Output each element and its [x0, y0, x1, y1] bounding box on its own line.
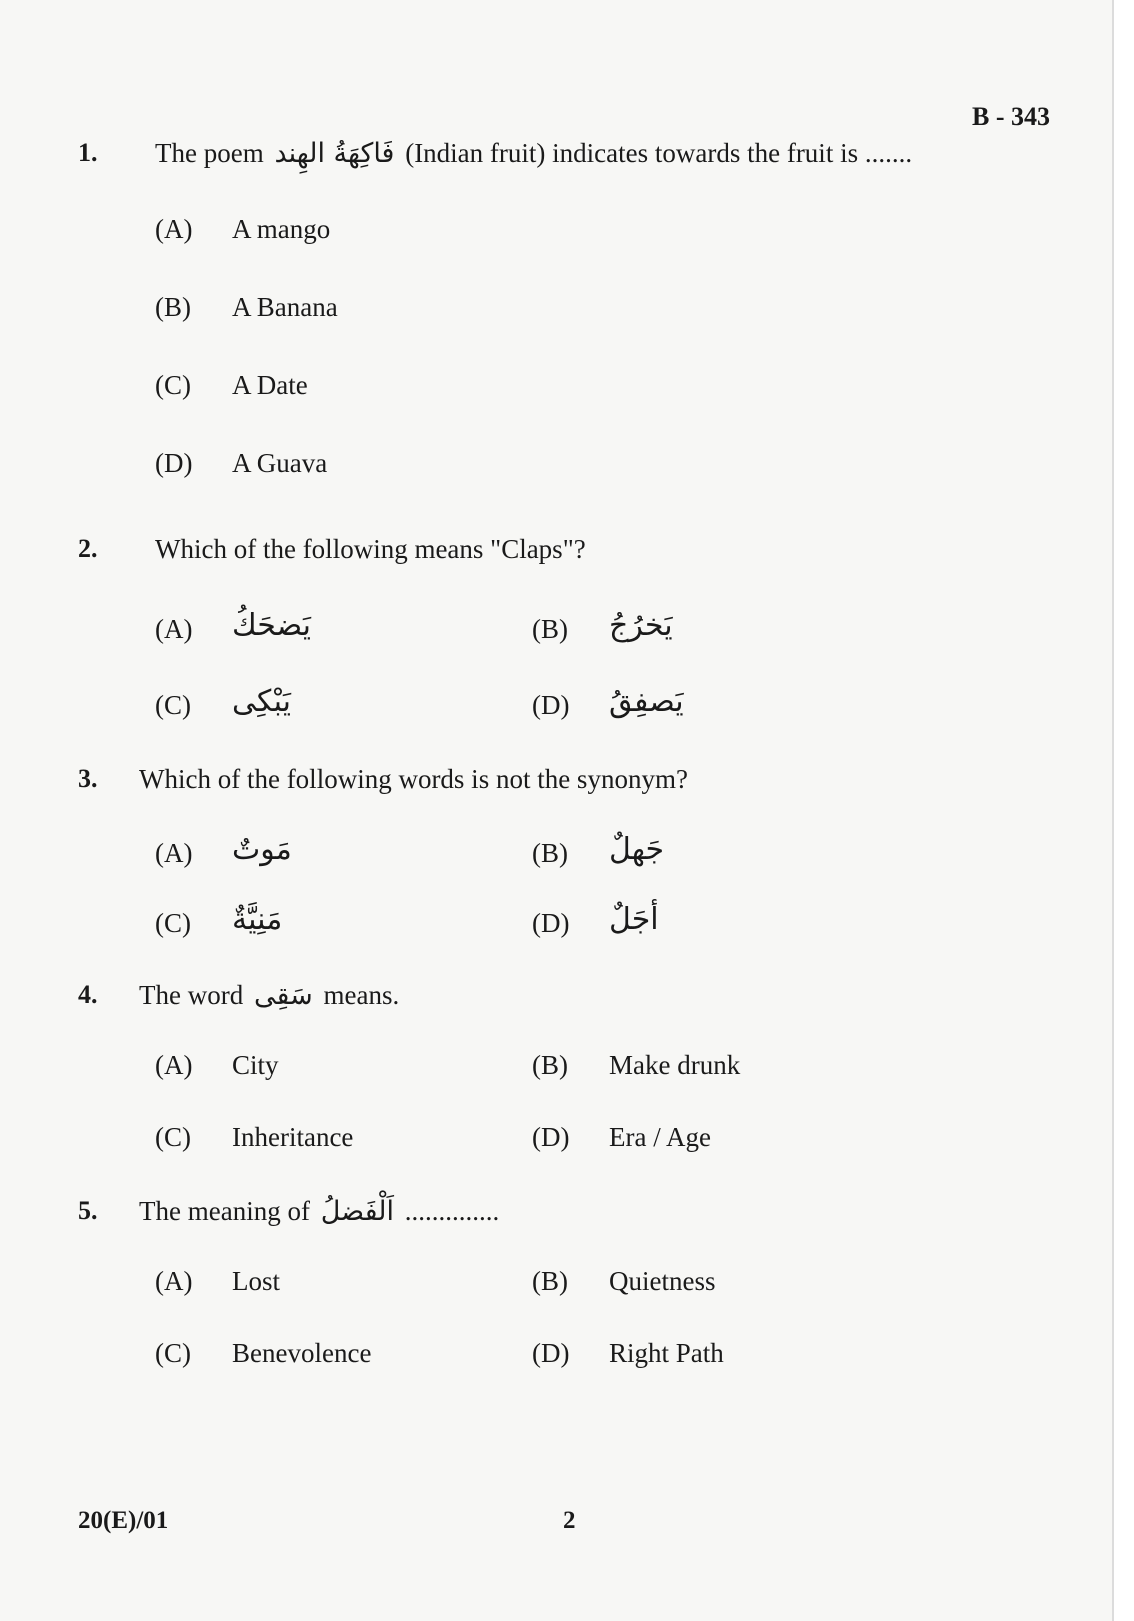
page-number: 2 [563, 1507, 576, 1534]
option-value: Right Path [609, 1338, 724, 1368]
option-label: (B) [155, 292, 191, 322]
option-value: City [232, 1050, 279, 1080]
option-label: (B) [532, 614, 568, 644]
question-number: 5. [78, 1196, 98, 1225]
option-label: (A) [155, 1266, 193, 1296]
option-label: (C) [155, 370, 191, 400]
option-label: (A) [155, 614, 193, 644]
option-label: (C) [155, 1122, 191, 1152]
footer-code: 20(E)/01 [78, 1507, 169, 1534]
option-label: (D) [532, 690, 570, 720]
question-5 [0, 1196, 1100, 1236]
question-text-before: The meaning of [139, 1196, 310, 1226]
question-1 [0, 138, 1100, 178]
question-text [139, 980, 399, 1011]
option-label: (A) [155, 838, 193, 868]
option-value: A mango [232, 214, 331, 244]
option-value: يَضحَكُ [232, 608, 312, 643]
option-value: A Guava [232, 448, 328, 478]
question-2 [0, 534, 1100, 574]
option-label: (D) [532, 1338, 570, 1368]
option-label: (D) [532, 908, 570, 938]
option-label: (D) [532, 1122, 570, 1152]
arabic-term: فَاكِهَةُ الهِند [274, 138, 395, 169]
option-label: (A) [155, 214, 193, 244]
arabic-term: اَلْفَضلُ [320, 1196, 394, 1227]
option-value: A Banana [232, 292, 338, 322]
option-value: Inheritance [232, 1122, 354, 1152]
question-text-after: .............. [404, 1196, 500, 1226]
question-text: Which of the following means "Claps"? [155, 534, 586, 564]
option-label: (D) [155, 448, 193, 478]
question-number: 4. [78, 980, 98, 1009]
option-label: (B) [532, 1266, 568, 1296]
question-text [155, 138, 912, 169]
question-number: 3. [78, 764, 98, 793]
option-label: (A) [155, 1050, 193, 1080]
option-value: Benevolence [232, 1338, 372, 1368]
option-label: (C) [155, 690, 191, 720]
question-text-after: (Indian fruit) indicates towards the fruit is ....... [405, 138, 913, 168]
option-value: يَخرُجُ [609, 608, 673, 643]
option-value: Era / Age [609, 1122, 711, 1152]
option-value: Quietness [609, 1266, 716, 1296]
option-label: (C) [155, 1338, 191, 1368]
question-4 [0, 980, 1100, 1020]
question-text-before: The poem [155, 138, 264, 168]
option-value: مَنِيَّةٌ [232, 902, 283, 937]
question-number: 2. [78, 534, 98, 563]
question-number: 1. [78, 138, 98, 167]
option-value: Lost [232, 1266, 281, 1296]
question-text: Which of the following words is not the synonym? [139, 764, 688, 794]
question-text-before: The word [139, 980, 244, 1010]
paper-code: B - 343 [972, 102, 1050, 131]
option-value: أجَلٌ [609, 902, 659, 937]
question-text [139, 1196, 499, 1227]
option-value: Make drunk [609, 1050, 741, 1080]
option-label: (C) [155, 908, 191, 938]
option-value: A Date [232, 370, 308, 400]
option-value: مَوتٌ [232, 832, 292, 867]
question-3 [0, 764, 1100, 804]
question-text-after: means. [323, 980, 400, 1010]
option-value: جَهلٌ [609, 832, 665, 867]
option-value: يَصفِقُ [609, 684, 684, 719]
option-label: (B) [532, 838, 568, 868]
option-label: (B) [532, 1050, 568, 1080]
option-value: يَبْكِى [232, 684, 291, 719]
arabic-term: سَقِى [253, 980, 313, 1011]
